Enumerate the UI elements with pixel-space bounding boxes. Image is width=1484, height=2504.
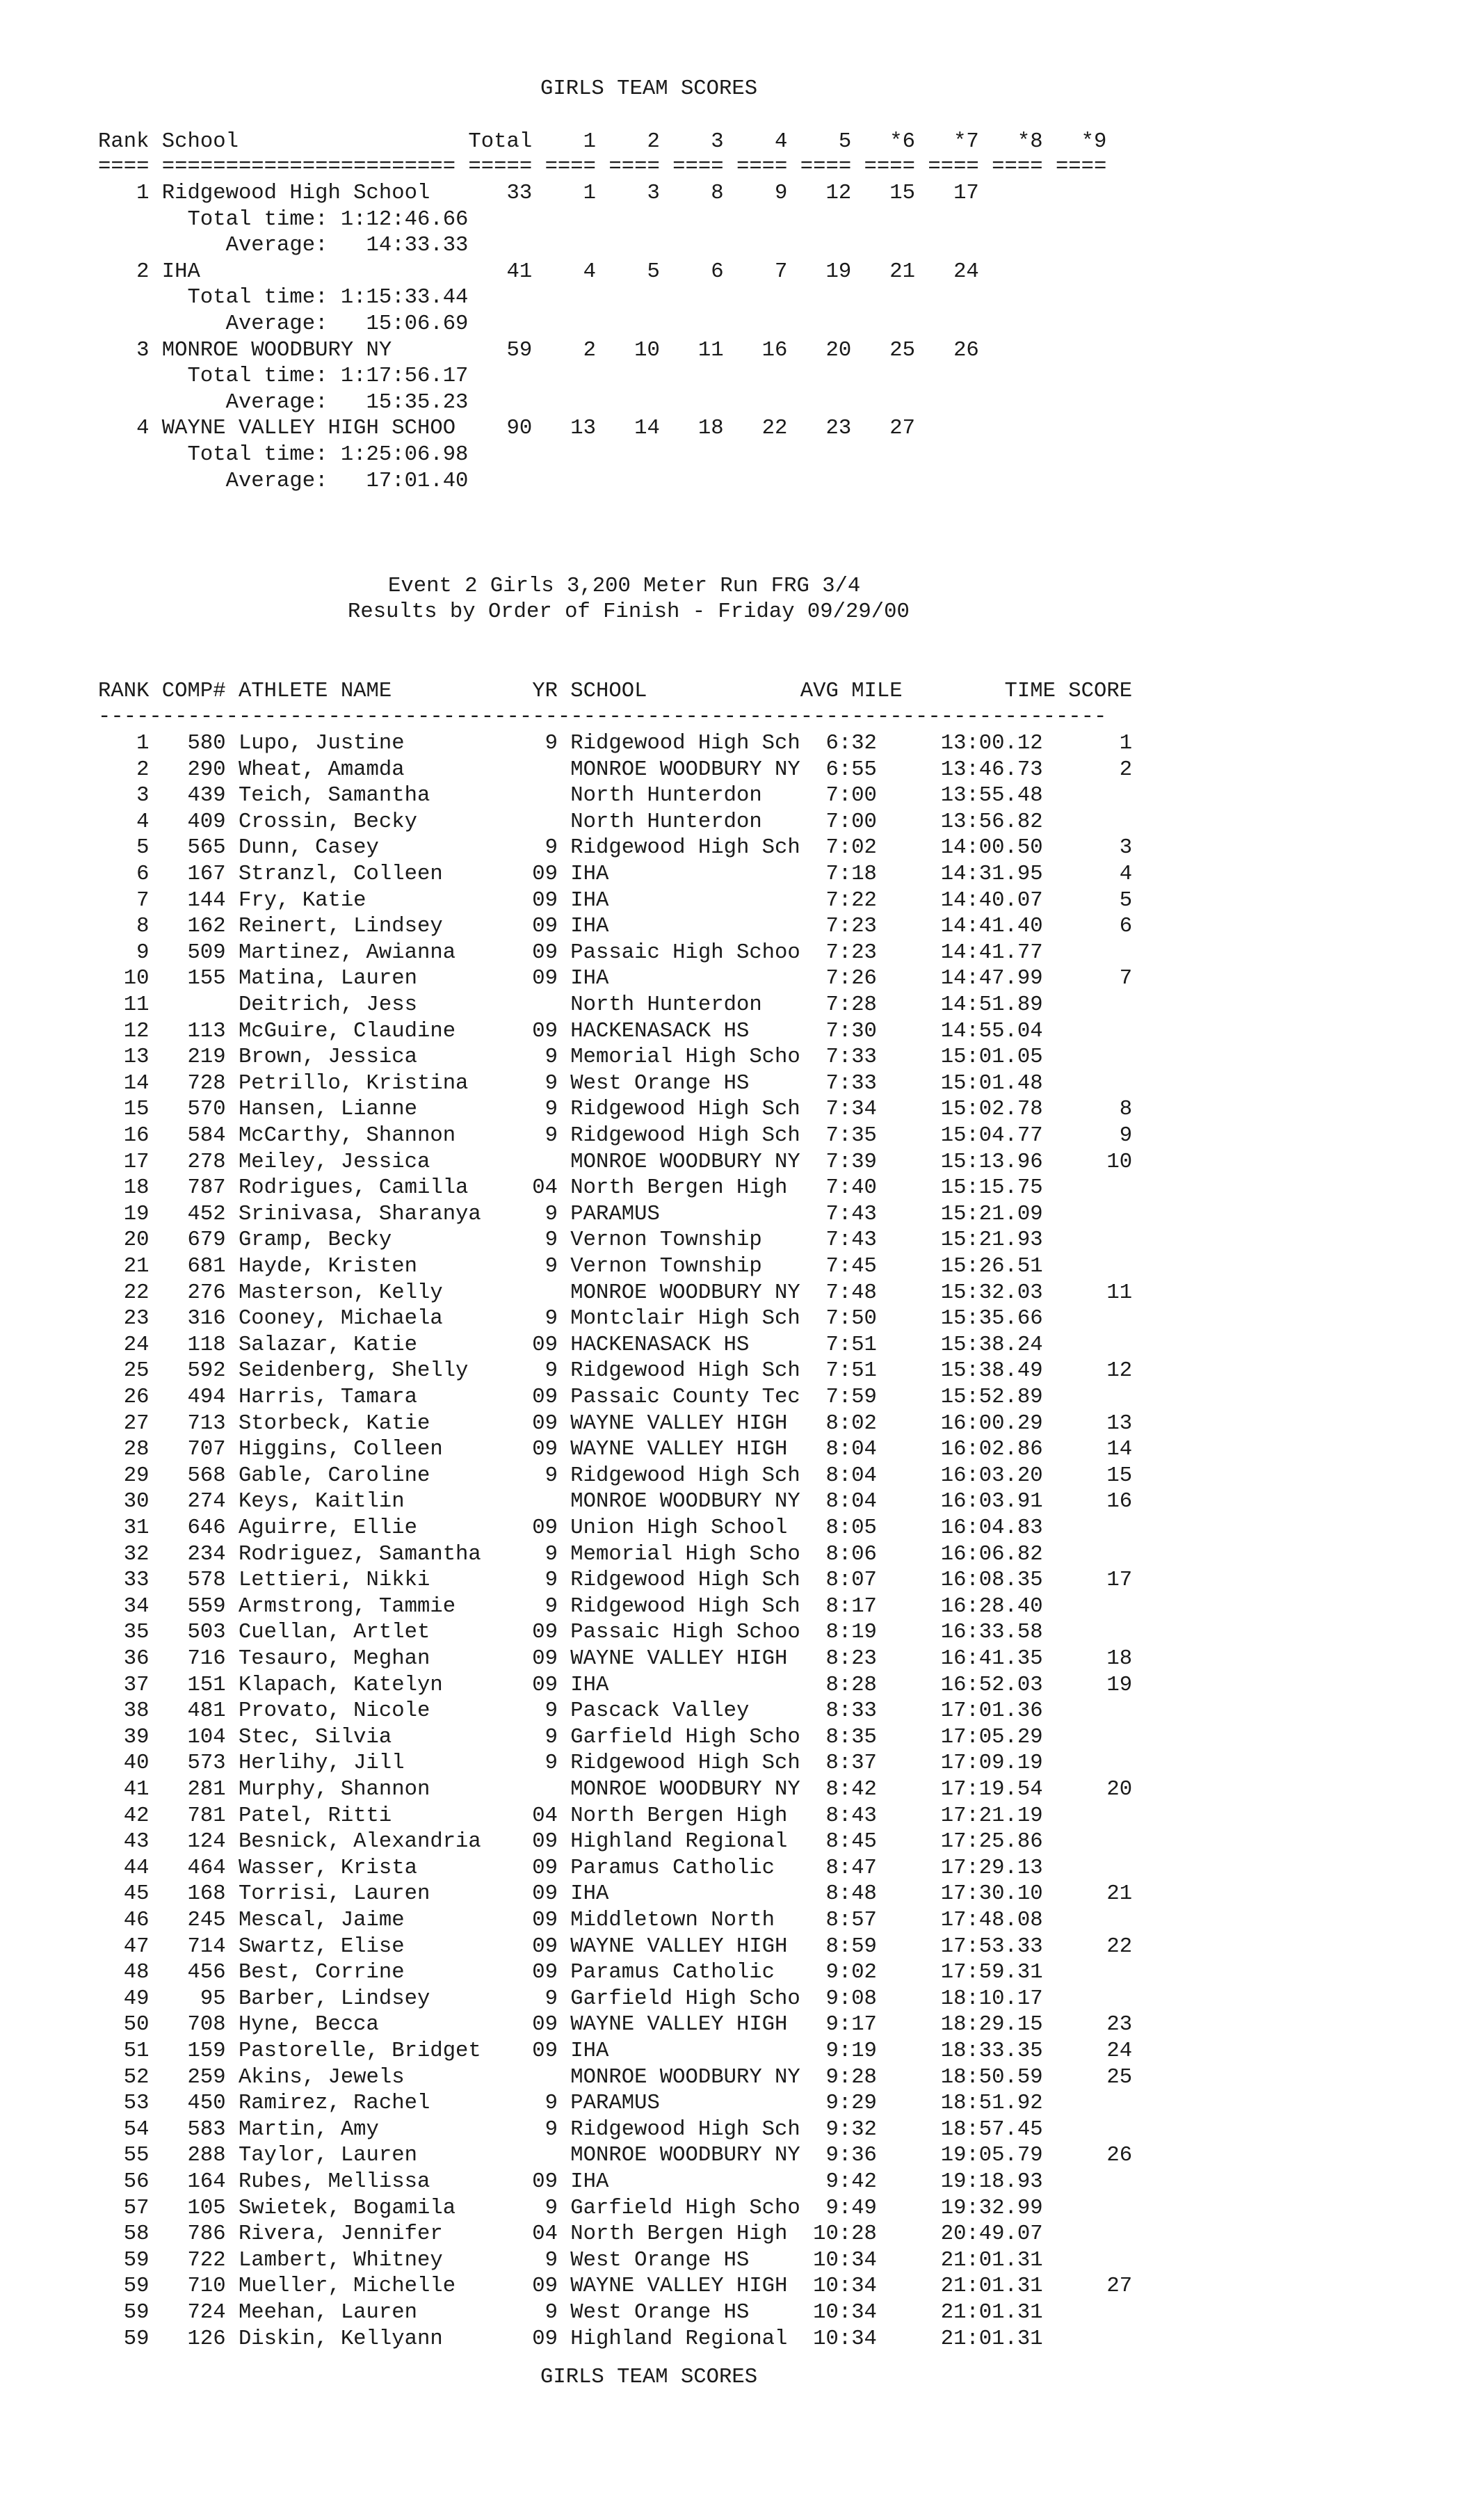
team-score-line: 2 IHA 41 4 5 6 7 19 21 24 <box>98 259 979 284</box>
result-row: 22 276 Masterson, Kelly MONROE WOODBURY NY 7:48 15:32.03 11 <box>98 1281 1133 1305</box>
result-row: 18 787 Rodrigues, Camilla 04 North Bergen High 7:40 15:15.75 <box>98 1176 1043 1201</box>
result-row: 26 494 Harris, Tamara 09 Passaic County Tec 7:59 15:52.89 <box>98 1386 1043 1409</box>
result-row: 8 162 Reinert, Lindsey 09 IHA 7:23 14:41.40 6 <box>98 915 1133 939</box>
result-row: 23 316 Cooney, Michaela 9 Montclair High Sch 7:50 15:35.66 <box>98 1307 1043 1331</box>
result-row: 58 786 Rivera, Jennifer 04 North Bergen High 10:28 20:49.07 <box>98 2222 1043 2247</box>
team-score-line: Total time: 1:15:33.44 <box>98 286 469 310</box>
result-row: 53 450 Ramirez, Rachel 9 PARAMUS 9:29 18:51.92 <box>98 2092 1043 2116</box>
team-score-line: 1 Ridgewood High School 33 1 3 8 9 12 15 17 <box>98 182 979 205</box>
result-row: 1 580 Lupo, Justine 9 Ridgewood High Sch 6:32 13:00.12 1 <box>98 732 1133 755</box>
result-row: 27 713 Storbeck, Katie 09 WAYNE VALLEY HIGH 8:02 16:00.29 13 <box>98 1411 1133 1436</box>
team-scores-separator: ==== ======================= ===== ==== ==== ==== ==== ==== ==== ==== ==== ==== <box>98 155 1107 179</box>
team-score-line: Average: 15:35.23 <box>98 390 469 415</box>
result-row: 17 278 Meiley, Jessica MONROE WOODBURY NY 7:39 15:13.96 10 <box>98 1150 1133 1174</box>
result-row: 55 288 Taylor, Lauren MONROE WOODBURY NY 9:36 19:05.79 26 <box>98 2144 1133 2168</box>
result-row: 14 728 Petrillo, Kristina 9 West Orange HS 7:33 15:01.48 <box>98 1071 1043 1096</box>
team-score-line: Average: 17:01.40 <box>98 469 469 493</box>
result-row: 54 583 Martin, Amy 9 Ridgewood High Sch 9:32 18:57.45 <box>98 2117 1043 2142</box>
result-row: 50 708 Hyne, Becca 09 WAYNE VALLEY HIGH 9:17 18:29.15 23 <box>98 2013 1133 2037</box>
results-header: RANK COMP# ATHLETE NAME YR SCHOOL AVG MILE TIME SCORE <box>98 680 1133 703</box>
result-row: 31 646 Aguirre, Ellie 09 Union High School 8:05 16:04.83 <box>98 1516 1043 1540</box>
team-score-line: 4 WAYNE VALLEY HIGH SCHOO 90 13 14 18 22 23 27 <box>98 417 915 441</box>
result-row: 59 722 Lambert, Whitney 9 West Orange HS 10:34 21:01.31 <box>98 2248 1043 2272</box>
result-row: 44 464 Wasser, Krista 09 Paramus Catholic 8:47 17:29.13 <box>98 1856 1043 1880</box>
result-row: 35 503 Cuellan, Artlet 09 Passaic High Schoo 8:19 16:33.58 <box>98 1621 1043 1645</box>
result-row: 10 155 Matina, Lauren 09 IHA 7:26 14:47.99 7 <box>98 967 1133 991</box>
result-row: 40 573 Herlihy, Jill 9 Ridgewood High Sch 8:37 17:09.19 <box>98 1751 1043 1776</box>
results-separator: ------------------------------------------------------------------------------- <box>98 705 1107 729</box>
result-row: 21 681 Hayde, Kristen 9 Vernon Township 7:45 15:26.51 <box>98 1255 1043 1278</box>
result-row: 15 570 Hansen, Lianne 9 Ridgewood High Sch 7:34 15:02.78 8 <box>98 1098 1133 1122</box>
result-row: 13 219 Brown, Jessica 9 Memorial High Scho 7:33 15:01.05 <box>98 1045 1043 1070</box>
result-row: 43 124 Besnick, Alexandria 09 Highland Regional 8:45 17:25.86 <box>98 1830 1043 1854</box>
result-row: 57 105 Swietek, Bogamila 9 Garfield High Scho 9:49 19:32.99 <box>98 2196 1043 2220</box>
result-row: 29 568 Gable, Caroline 9 Ridgewood High Sch 8:04 16:03.20 15 <box>98 1463 1133 1488</box>
result-row: 45 168 Torrisi, Lauren 09 IHA 8:48 17:30.10 21 <box>98 1882 1133 1907</box>
footer-team-scores-title: GIRLS TEAM SCORES <box>540 2366 758 2389</box>
result-row: 59 126 Diskin, Kellyann 09 Highland Regional 10:34 21:01.31 <box>98 2327 1043 2351</box>
result-row: 4 409 Crossin, Becky North Hunterdon 7:00 13:56.82 <box>98 810 1043 834</box>
result-row: 32 234 Rodriguez, Samantha 9 Memorial High Scho 8:06 16:06.82 <box>98 1542 1043 1566</box>
result-row: 36 716 Tesauro, Meghan 09 WAYNE VALLEY HIGH 8:23 16:41.35 18 <box>98 1647 1133 1671</box>
result-row: 59 724 Meehan, Lauren 9 West Orange HS 10:34 21:01.31 <box>98 2301 1043 2325</box>
result-row: 6 167 Stranzl, Colleen 09 IHA 7:18 14:31.95 4 <box>98 862 1133 886</box>
result-row: 39 104 Stec, Silvia 9 Garfield High Scho 8:35 17:05.29 <box>98 1725 1043 1749</box>
team-score-line: Total time: 1:17:56.17 <box>98 364 469 389</box>
result-row: 33 578 Lettieri, Nikki 9 Ridgewood High Sch 8:07 16:08.35 17 <box>98 1568 1133 1593</box>
result-row: 34 559 Armstrong, Tammie 9 Ridgewood High Sch 8:17 16:28.40 <box>98 1594 1043 1619</box>
result-row: 51 159 Pastorelle, Bridget 09 IHA 9:19 18:33.35 24 <box>98 2039 1133 2063</box>
result-row: 7 144 Fry, Katie 09 IHA 7:22 14:40.07 5 <box>98 888 1133 913</box>
result-row: 11 Deitrich, Jess North Hunterdon 7:28 14:51.89 <box>98 993 1043 1017</box>
result-row: 46 245 Mescal, Jaime 09 Middletown North 8:57 17:48.08 <box>98 1909 1043 1932</box>
result-row: 24 118 Salazar, Katie 09 HACKENASACK HS 7:51 15:38.24 <box>98 1333 1043 1357</box>
result-row: 2 290 Wheat, Amamda MONROE WOODBURY NY 6:55 13:46.73 2 <box>98 757 1133 782</box>
result-row: 56 164 Rubes, Mellissa 09 IHA 9:42 19:18.93 <box>98 2170 1043 2194</box>
result-row: 9 509 Martinez, Awianna 09 Passaic High Schoo 7:23 14:41.77 <box>98 940 1043 965</box>
result-row: 20 679 Gramp, Becky 9 Vernon Township 7:43 15:21.93 <box>98 1228 1043 1253</box>
event-title: Event 2 Girls 3,200 Meter Run FRG 3/4 <box>388 575 861 598</box>
result-row: 59 710 Mueller, Michelle 09 WAYNE VALLEY HIGH 10:34 21:01.31 27 <box>98 2274 1133 2299</box>
result-row: 28 707 Higgins, Colleen 09 WAYNE VALLEY HIGH 8:04 16:02.86 14 <box>98 1438 1133 1462</box>
result-row: 48 456 Best, Corrine 09 Paramus Catholic 9:02 17:59.31 <box>98 1961 1043 1985</box>
result-row: 49 95 Barber, Lindsey 9 Garfield High Scho 9:08 18:10.17 <box>98 1987 1043 2011</box>
result-row: 12 113 McGuire, Claudine 09 HACKENASACK HS 7:30 14:55.04 <box>98 1019 1043 1043</box>
team-score-line: 3 MONROE WOODBURY NY 59 2 10 11 16 20 25 26 <box>98 338 979 362</box>
team-scores-header: Rank School Total 1 2 3 4 5 *6 *7 *8 *9 <box>98 130 1107 154</box>
result-row: 38 481 Provato, Nicole 9 Pascack Valley 8:33 17:01.36 <box>98 1699 1043 1724</box>
result-row: 3 439 Teich, Samantha North Hunterdon 7:00 13:55.48 <box>98 784 1043 808</box>
team-score-line: Total time: 1:12:46.66 <box>98 207 469 232</box>
team-score-line: Average: 14:33.33 <box>98 234 469 258</box>
result-row: 30 274 Keys, Kaitlin MONROE WOODBURY NY 8:04 16:03.91 16 <box>98 1490 1133 1514</box>
result-row: 5 565 Dunn, Casey 9 Ridgewood High Sch 7:02 14:00.50 3 <box>98 836 1133 860</box>
result-row: 37 151 Klapach, Katelyn 09 IHA 8:28 16:52.03 19 <box>98 1673 1133 1697</box>
result-row: 47 714 Swartz, Elise 09 WAYNE VALLEY HIGH 8:59 17:53.33 22 <box>98 1934 1133 1959</box>
team-scores-title: GIRLS TEAM SCORES <box>540 77 758 101</box>
result-row: 16 584 McCarthy, Shannon 9 Ridgewood High Sch 7:35 15:04.77 9 <box>98 1124 1133 1148</box>
event-subtitle: Results by Order of Finish - Friday 09/29/00 <box>348 600 910 624</box>
team-score-line: Total time: 1:25:06.98 <box>98 443 469 467</box>
result-row: 52 259 Akins, Jewels MONROE WOODBURY NY 9:28 18:50.59 25 <box>98 2065 1133 2089</box>
result-row: 42 781 Patel, Ritti 04 North Bergen High 8:43 17:21.19 <box>98 1804 1043 1828</box>
team-score-line: Average: 15:06.69 <box>98 312 469 336</box>
page-cut-footer <box>0 2366 1484 2389</box>
result-row: 19 452 Srinivasa, Sharanya 9 PARAMUS 7:43 15:21.09 <box>98 1202 1043 1226</box>
result-row: 25 592 Seidenberg, Shelly 9 Ridgewood High Sch 7:51 15:38.49 12 <box>98 1359 1133 1383</box>
result-row: 41 281 Murphy, Shannon MONROE WOODBURY NY 8:42 17:19.54 20 <box>98 1778 1133 1801</box>
